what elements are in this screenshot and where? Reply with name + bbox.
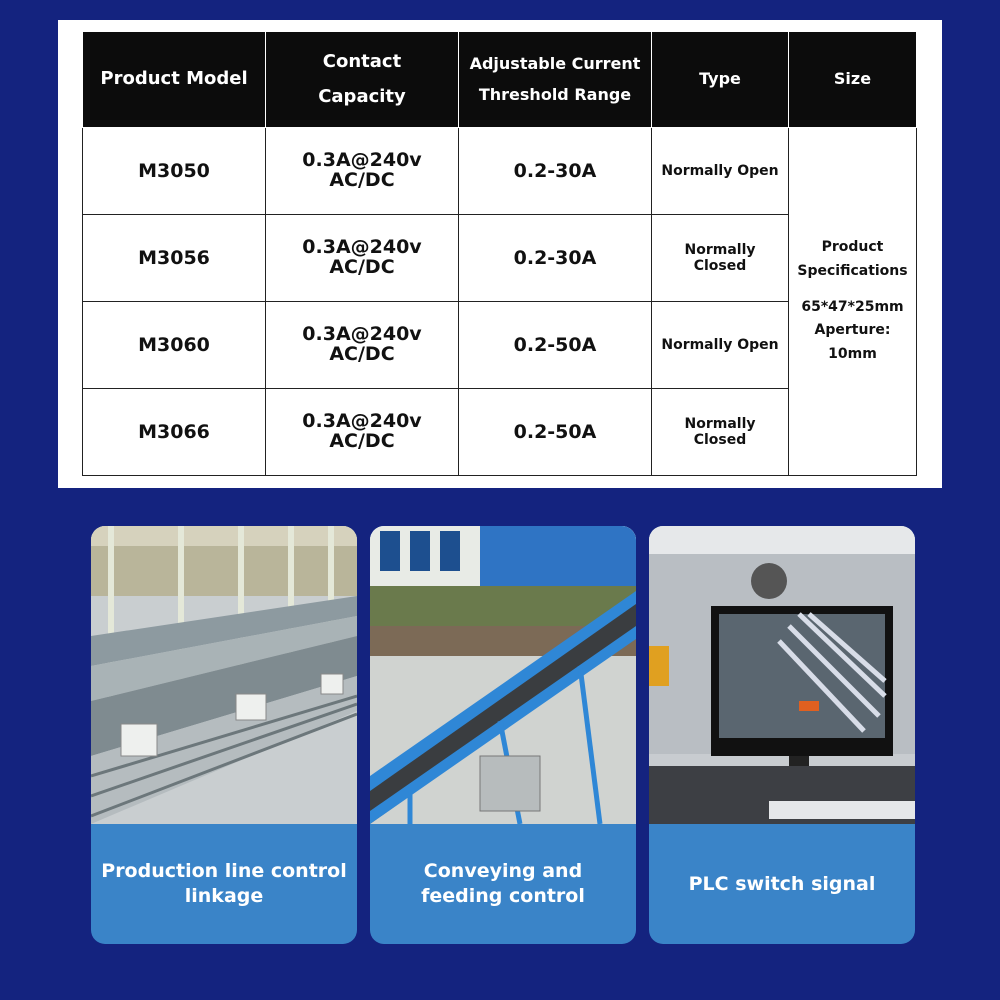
spec-table xyxy=(82,31,917,476)
plc-photo xyxy=(649,526,915,824)
model-cell: M3066 xyxy=(83,389,266,476)
spec-panel xyxy=(58,20,942,488)
header-product-model: Product Model xyxy=(83,32,266,128)
capacity-cell: 0.3A@240v AC/DC xyxy=(266,389,459,476)
card-label: Production line control linkage xyxy=(101,860,347,907)
capacity-cell: 0.3A@240v AC/DC xyxy=(266,128,459,215)
model-cell: M3060 xyxy=(83,302,266,389)
header-threshold-range: Adjustable Current Threshold Range xyxy=(459,32,652,128)
size-dimensions: 65*47*25mm xyxy=(801,298,904,315)
card-label: PLC switch signal xyxy=(688,872,876,895)
card-production-line xyxy=(91,526,357,944)
conveyor-photo xyxy=(370,526,636,824)
aperture-label: Aperture: xyxy=(814,322,891,339)
production-line-photo xyxy=(91,526,357,824)
size-cell xyxy=(789,128,917,476)
card-label: Conveying and feeding control xyxy=(421,860,585,907)
capacity-cell: 0.3A@240v AC/DC xyxy=(266,302,459,389)
type-cell: Normally Open xyxy=(652,128,789,215)
range-cell: 0.2-30A xyxy=(459,128,652,215)
size-title: Product Specifications xyxy=(797,239,908,279)
header-size: Size xyxy=(789,32,917,128)
range-cell: 0.2-30A xyxy=(459,215,652,302)
header-row xyxy=(83,32,917,128)
range-cell: 0.2-50A xyxy=(459,389,652,476)
type-cell: Normally Closed xyxy=(652,389,789,476)
capacity-cell: 0.3A@240v AC/DC xyxy=(266,215,459,302)
model-cell: M3050 xyxy=(83,128,266,215)
card-plc xyxy=(649,526,915,944)
type-cell: Normally Open xyxy=(652,302,789,389)
header-contact-capacity: Contact Capacity xyxy=(266,32,459,128)
range-cell: 0.2-50A xyxy=(459,302,652,389)
table-row xyxy=(83,128,917,215)
type-cell: Normally Closed xyxy=(652,215,789,302)
aperture-value: 10mm xyxy=(828,346,877,363)
card-conveyor xyxy=(370,526,636,944)
header-type: Type xyxy=(652,32,789,128)
model-cell: M3056 xyxy=(83,215,266,302)
